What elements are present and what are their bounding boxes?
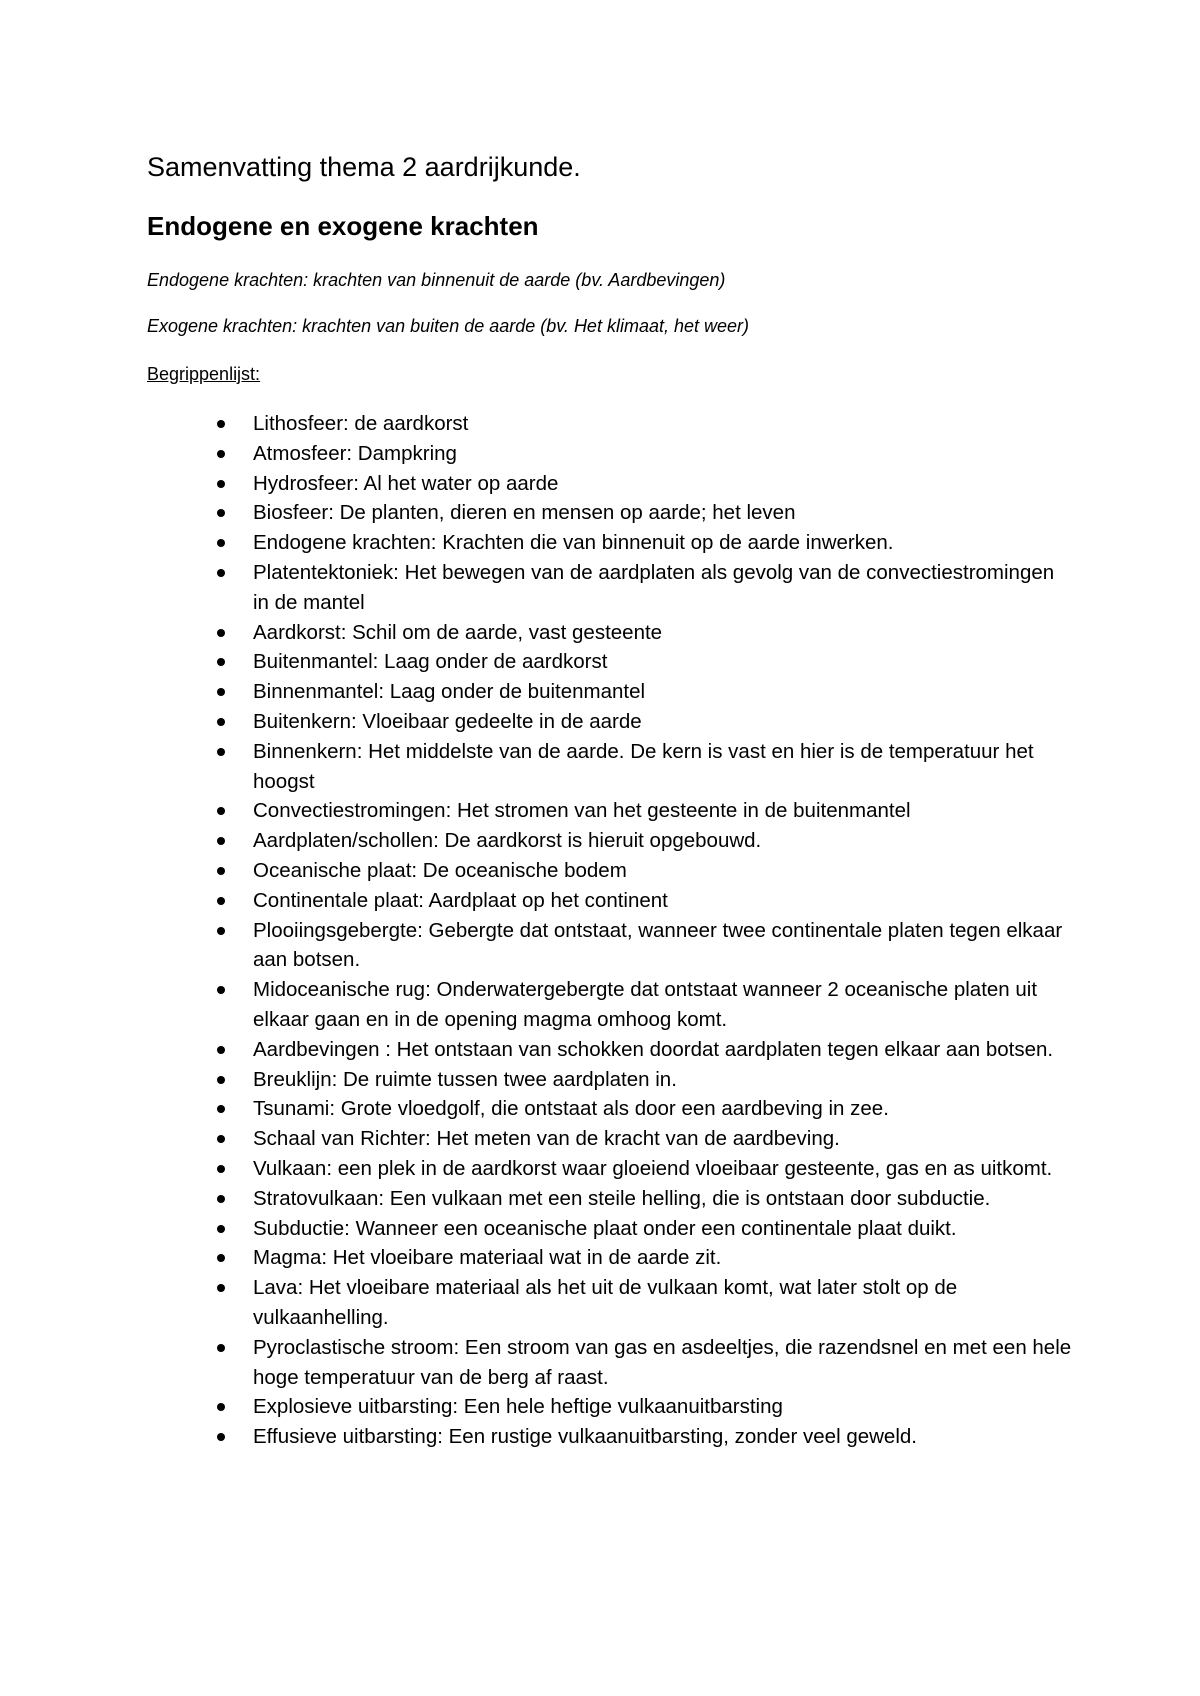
bullet-icon xyxy=(217,986,225,994)
bullet-icon xyxy=(217,1046,225,1054)
bullet-icon xyxy=(217,539,225,547)
term-text: Aardplaten/schollen: De aardkorst is hieruit opgebouwd. xyxy=(253,829,762,853)
bullet-icon xyxy=(217,1195,225,1203)
term-text: Lithosfeer: de aardkorst xyxy=(253,412,469,435)
bullet-icon xyxy=(217,837,225,845)
list-item xyxy=(0,1035,1073,1065)
list-item xyxy=(0,1184,1073,1214)
bullet-icon xyxy=(217,420,225,428)
bullet-icon xyxy=(217,1284,225,1292)
term-text: Binnenmantel: Laag onder de buitenmantel xyxy=(253,680,646,704)
bullet-icon xyxy=(217,1076,225,1084)
term-text: Continentale plaat: Aardplaat op het continent xyxy=(253,888,668,912)
list-item xyxy=(0,856,1073,886)
list-item xyxy=(0,707,1073,737)
list-item xyxy=(0,916,1073,976)
list-item xyxy=(0,528,1073,558)
definition-exogene: Exogene krachten: krachten van buiten de aarde (bv. Het klimaat, het weer) xyxy=(147,316,749,336)
term-text: Hydrosfeer: Al het water op aarde xyxy=(253,471,559,495)
definition-endogene: Endogene krachten: krachten van binnenuit de aarde (bv. Aardbevingen) xyxy=(147,270,726,290)
term-text: Effusieve uitbarsting: Een rustige vulkaanuitbarsting, zonder veel geweld. xyxy=(253,1425,917,1449)
list-item xyxy=(0,647,1073,677)
list-item xyxy=(0,409,1073,439)
term-text: Lava: Het vloeibare materiaal als het uit de vulkaan komt, wat later stolt op de vulkaanhelling. xyxy=(253,1276,958,1329)
list-item xyxy=(0,1124,1073,1154)
bullet-icon xyxy=(217,569,225,577)
term-text: Convectiestromingen: Het stromen van het gesteente in de buitenmantel xyxy=(253,799,911,823)
term-text: Pyroclastische stroom: Een stroom van gas en asdeeltjes, die razendsnel en met een hele hoge temperatuur van de berg af raast. xyxy=(253,1335,1072,1389)
list-item xyxy=(0,737,1073,797)
term-text: Plooiingsgebergte: Gebergte dat ontstaat, wanneer twee continentale platen tegen elkaar aan botsen. xyxy=(253,918,1063,972)
bullet-icon xyxy=(217,748,225,756)
bullet-icon xyxy=(217,658,225,666)
bullet-icon xyxy=(217,1433,225,1441)
bullet-icon xyxy=(217,480,225,488)
list-item xyxy=(0,558,1073,618)
list-item xyxy=(0,498,1073,528)
bullet-icon xyxy=(217,867,225,875)
list-item xyxy=(0,1392,1073,1422)
list-item xyxy=(0,1273,1073,1333)
term-text: Schaal van Richter: Het meten van de kracht van de aardbeving. xyxy=(253,1127,840,1151)
list-item xyxy=(0,796,1073,826)
bullet-icon xyxy=(217,807,225,815)
list-item xyxy=(0,1154,1073,1184)
list-item xyxy=(0,1065,1073,1095)
list-item xyxy=(0,886,1073,916)
bullet-icon xyxy=(217,1135,225,1143)
section-heading: Endogene en exogene krachten xyxy=(147,211,539,241)
list-item xyxy=(0,677,1073,707)
term-text: Buitenkern: Vloeibaar gedeelte in de aarde xyxy=(253,709,642,733)
bullet-icon xyxy=(217,1225,225,1233)
bullet-icon xyxy=(217,450,225,458)
list-item xyxy=(0,618,1073,648)
bullet-icon xyxy=(217,1254,225,1262)
list-item xyxy=(0,439,1073,469)
term-text: Platentektoniek: Het bewegen van de aardplaten als gevolg van de convectiestromingen in de mantel xyxy=(253,560,1055,614)
list-heading: Begrippenlijst: xyxy=(147,364,261,384)
term-text: Endogene krachten: Krachten die van binnenuit op de aarde inwerken. xyxy=(253,531,894,555)
bullet-icon xyxy=(217,509,225,517)
list-item xyxy=(0,975,1073,1035)
term-text: Stratovulkaan: Een vulkaan met een steile helling, die is ontstaan door subductie. xyxy=(253,1186,991,1210)
list-item xyxy=(0,1243,1073,1273)
list-item xyxy=(0,1094,1073,1124)
bullet-icon xyxy=(217,1344,225,1352)
term-text: Tsunami: Grote vloedgolf, die ontstaat als door een aardbeving in zee. xyxy=(253,1097,889,1121)
term-text: Binnenkern: Het middelste van de aarde. De kern is vast en hier is de temperatuur het hoogst xyxy=(253,739,1034,793)
term-text: Magma: Het vloeibare materiaal wat in de aarde zit. xyxy=(253,1246,722,1270)
term-text: Breuklijn: De ruimte tussen twee aardplaten in. xyxy=(253,1067,677,1091)
list-item xyxy=(0,826,1073,856)
bullet-icon xyxy=(217,688,225,696)
list-item xyxy=(0,1333,1073,1393)
bullet-icon xyxy=(217,1165,225,1173)
term-list xyxy=(0,409,1200,1452)
term-text: Vulkaan: een plek in de aardkorst waar gloeiend vloeibaar gesteente, gas en as uitkomt. xyxy=(253,1156,1053,1180)
list-item xyxy=(0,469,1073,499)
term-text: Atmosfeer: Dampkring xyxy=(253,441,457,465)
list-item xyxy=(0,1422,1073,1452)
term-text: Buitenmantel: Laag onder de aardkorst xyxy=(253,650,608,674)
term-text: Subductie: Wanneer een oceanische plaat onder een continentale plaat duikt. xyxy=(253,1216,957,1240)
bullet-icon xyxy=(217,1105,225,1113)
term-text: Aardbevingen : Het ontstaan van schokken doordat aardplaten tegen elkaar aan botsen. xyxy=(253,1037,1054,1061)
bullet-icon xyxy=(217,897,225,905)
term-text: Explosieve uitbarsting: Een hele heftige vulkaanuitbarsting xyxy=(253,1395,783,1419)
document-title: Samenvatting thema 2 aardrijkunde. xyxy=(147,152,581,182)
bullet-icon xyxy=(217,927,225,935)
bullet-icon xyxy=(217,1403,225,1411)
list-item xyxy=(0,1214,1073,1244)
term-text: Biosfeer: De planten, dieren en mensen op aarde; het leven xyxy=(253,501,796,525)
term-text: Midoceanische rug: Onderwatergebergte dat ontstaat wanneer 2 oceanische platen uit elkaar gaan en in de opening magma omhoog komt. xyxy=(253,978,1038,1031)
term-text: Oceanische plaat: De oceanische bodem xyxy=(253,858,627,882)
term-text: Aardkorst: Schil om de aarde, vast gesteente xyxy=(253,620,663,644)
bullet-icon xyxy=(217,718,225,726)
bullet-icon xyxy=(217,629,225,637)
